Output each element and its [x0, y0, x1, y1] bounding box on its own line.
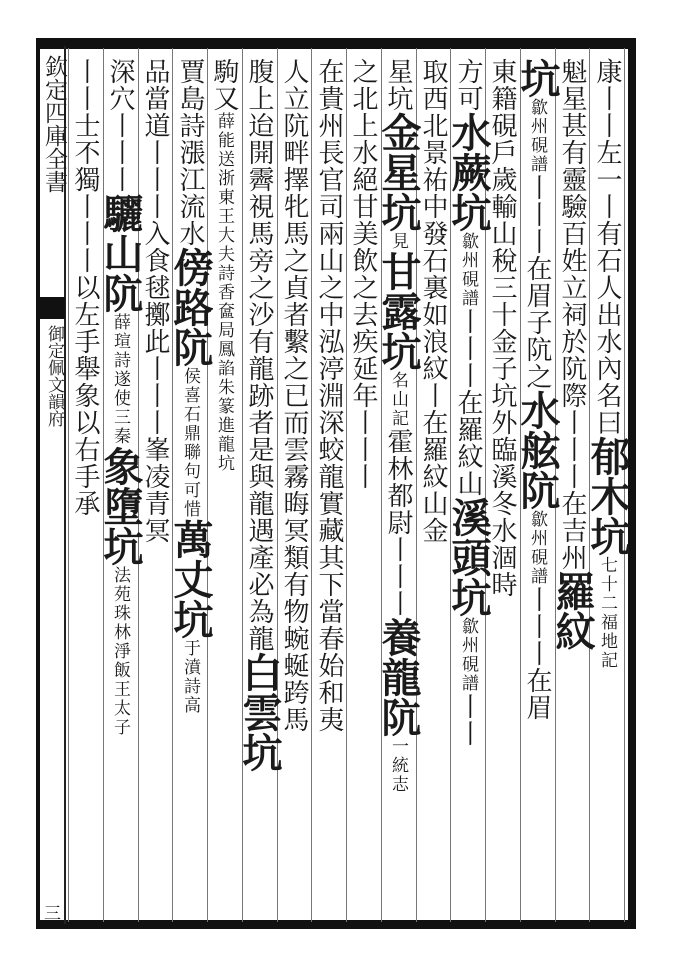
book-title: 欽定四庫全書: [41, 55, 67, 193]
source-note: 名山記: [388, 371, 408, 428]
source-note: 侯喜石鼎聯句可惜: [180, 367, 200, 519]
entry-heading: 傍路阬: [167, 247, 214, 367]
fishtail-mark: [40, 297, 65, 319]
source-note: 薛瑄詩遂使三秦: [110, 313, 130, 446]
body-text: 之北: [348, 58, 378, 112]
text-column: [549, 58, 596, 651]
entry-heading: 白雲坑: [236, 652, 283, 772]
source-note: 于濆詩高: [180, 639, 200, 715]
border-bottom: [36, 920, 636, 929]
entry-heading: 水蕨坑: [445, 112, 492, 232]
entry-heading: 萬丈坑: [167, 519, 214, 639]
text-column: [97, 58, 144, 737]
border-top: [36, 38, 636, 49]
body-text: 魁星甚有靈驗百姓立祠於阬際: [557, 58, 587, 409]
text-column: [66, 58, 104, 517]
entry-heading: 羅紋: [549, 571, 596, 651]
body-text: 丨丨丨在吉州: [557, 409, 587, 571]
body-text: 人立阬畔擇牝馬之貞者繫之已而雲霧晦冥類有物蜿蜒跨馬: [279, 58, 309, 733]
body-text: 賈島詩: [175, 58, 205, 139]
body-text: 西北景祐中發石裏如浪紋: [418, 85, 448, 382]
body-text: 上: [348, 112, 378, 139]
body-text: 子坑外臨溪冬水涸時: [487, 355, 517, 598]
sub-title: 御定佩文韻府: [44, 325, 64, 427]
body-text: 丨丨丨在眉子阬之: [522, 174, 552, 390]
body-text: 峯凌青冥: [140, 436, 170, 544]
body-text: 品當道丨丨丨: [140, 58, 170, 220]
body-text: 丨丨: [453, 693, 483, 747]
entry-heading: 甘露坑: [375, 251, 422, 371]
body-text: 駒又: [209, 58, 239, 112]
body-text: 丨丨丨: [348, 409, 378, 490]
entry-heading: 養龍阬: [375, 617, 422, 737]
body-text: 入食毬擲此丨丨丨: [140, 220, 170, 436]
body-text: 士不獨丨丨丨: [70, 112, 100, 274]
body-text: 取: [418, 58, 448, 85]
source-note: 歙州硯譜: [458, 617, 478, 693]
body-text: 星坑: [383, 58, 413, 112]
body-text: 方可: [453, 58, 483, 112]
page-number: 三: [40, 904, 60, 921]
text-column: [275, 58, 313, 733]
entry-heading: 水舷阬: [514, 390, 561, 510]
source-note: 見: [388, 232, 408, 251]
entry-heading: 驪山阬: [97, 193, 144, 313]
entry-heading: 郁木坑: [584, 436, 631, 556]
text-column: [167, 58, 214, 715]
source-note: 薛能送浙東王大夫詩香奩局鳳諂朱篆進龍坑: [214, 112, 234, 473]
text-column: [514, 58, 561, 721]
entry-heading: 坑: [514, 58, 561, 98]
body-text: 丨在羅紋山金: [418, 382, 448, 544]
body-text: 霍林都尉丨丨丨: [383, 428, 413, 617]
body-text: 深穴丨丨丨: [105, 58, 135, 193]
source-note: 法苑珠林淨飯王太子: [110, 566, 130, 737]
source-note: 歙州硯譜: [527, 510, 547, 586]
body-text: 丨丨: [70, 58, 100, 112]
source-note: 七十二福地記: [597, 556, 617, 670]
body-text: 漲江流水: [175, 139, 205, 247]
body-text: 康丨丨左一丨有石人出水內名曰: [592, 58, 622, 436]
body-text: 腹上迨開霽視馬旁之沙有龍跡者是與龍遇產必為龍: [244, 58, 274, 652]
body-text: 水絕甘美飲之去疾延年: [348, 139, 378, 409]
source-note: 歙州硯譜: [458, 232, 478, 308]
source-note: 一統志: [388, 737, 408, 794]
text-column: [375, 58, 422, 794]
text-column: [236, 58, 283, 772]
entry-heading: 溪頭坑: [445, 497, 492, 617]
body-text: 丨丨丨在羅紋山: [453, 308, 483, 497]
entry-heading: 金星坑: [375, 112, 422, 232]
body-text: 在貴州長官司兩山之中泓渟淵深蛟龍實藏其下當春始和夷: [314, 58, 344, 733]
body-text: 東籍硯戶歲輸山稅三十金: [487, 58, 517, 355]
text-column: [310, 58, 348, 733]
text-column: [445, 58, 492, 747]
entry-heading: 象墮坑: [97, 446, 144, 566]
source-note: 歙州硯譜: [527, 98, 547, 174]
text-column: [344, 58, 382, 490]
body-text: 以左手舉象以右手承: [70, 274, 100, 517]
body-text: 丨丨丨在眉: [522, 586, 552, 721]
